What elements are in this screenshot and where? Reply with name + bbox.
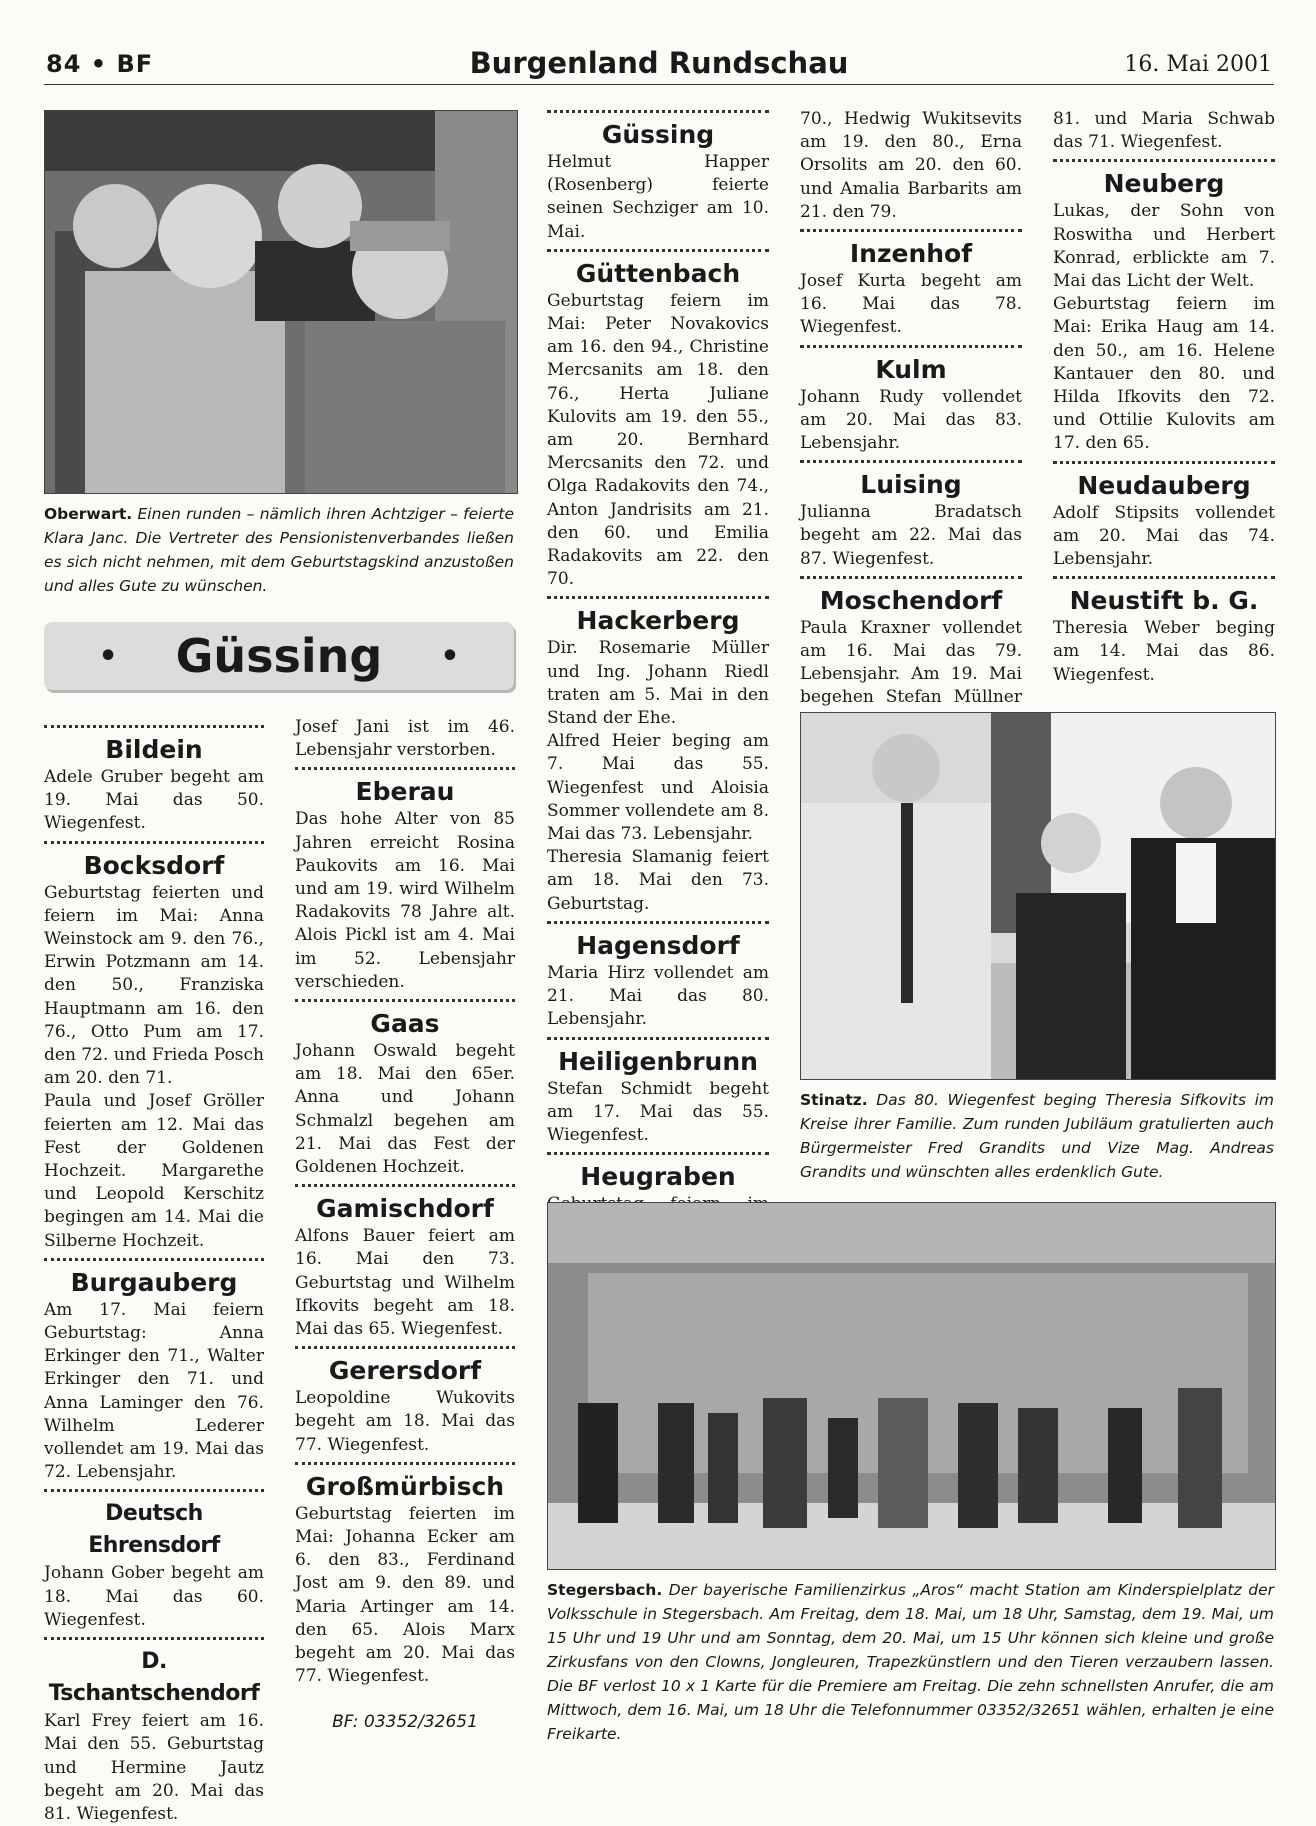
entry-heiligenbrunn [547,1037,769,1148]
entry-text: Adolf Stipsits vollendet am 20. Mai das 74. Lebensjahr. [1053,502,1275,570]
entry-gamischdorf [295,1184,515,1341]
entry-text: Dir. Rosemarie Müller und Ing. Johann Riedl traten am 5. Mai in den Stand der Ehe. [547,638,769,729]
entry-text: Adele Gruber begeht am 19. Mai das 50. Wiegenfest. [44,767,264,834]
entry-heading: Gaas [370,1009,440,1039]
entry-gerersdorf [295,1346,515,1457]
entry-bildein [44,725,264,836]
dotted-separator [44,1637,264,1640]
entry-heading: Bocksdorf [83,850,225,880]
dotted-separator [1053,159,1275,162]
dotted-separator [547,1152,769,1155]
entry-moschendorf [800,576,1022,733]
dotted-separator [44,841,264,844]
dotted-separator [295,1462,515,1465]
entry-heading: Heiligenbrunn [558,1046,758,1076]
entry-text: Leopoldine Wukovits begeht am 18. Mai das 77. Wiegenfest. [295,1388,515,1455]
entry-text: Geburtstag feiern im Mai: Peter Novakovics am 16. den 94., Christine Mercsanits am 18. den 76., Herta Juliane Kulovits am 19. den 55., am 20. Bernhard Mercsanits den 72. und Olga Radakovits den 74., Anton Jandrisits am 21. den 60. und Emilia Radakovits am 22. den 70. [547,290,769,590]
entry-heading: Gamischdorf [316,1194,494,1224]
entry-guessing [547,110,769,244]
entry-text: Das hohe Alter von 85 Jahren erreicht Rosina Paukovits am 16. Mai und am 19. wird Wilhelm Radakovits 78 Jahre alt. Alois Pickl ist am 4. Mai im 52. Lebensjahr verschieden. [295,809,515,992]
entry-heading: Güssing [601,120,715,149]
entry-bocksdorf [44,841,264,1253]
caption-place: Stegersbach. [547,1581,663,1599]
entry-neustift [1053,576,1275,687]
entry-inzenhof [800,229,1022,340]
entry-grossmuerbisch [295,1462,515,1689]
column-4 [800,108,1022,733]
entry-kulm [800,345,1022,456]
entry-text-continued: 81. und Maria Schwab das 71. Wiegenfest. [1053,109,1275,153]
entry-text: Maria Hirz vollendet am 21. Mai das 80. Lebensjahr. [547,962,769,1030]
dotted-separator [547,110,769,113]
entry-text: Paula Kraxner vollendet am 16. Mai das 79. Lebensjahr. Am 19. Mai begehen Stefan Müllner [800,617,1022,708]
entry-text: Geburtstag feierten im Mai: Johanna Ecker am 6. den 83., Ferdinand Jost am 9. den 89. und Maria Artinger am 14. den 65. Alois Marx begeht am 20. Mai das 77. Wiegenfest. [295,1503,515,1687]
dotted-separator [800,345,1022,348]
contact-phone: BF: 03352/32651 [332,1711,478,1732]
entry-text: Alfons Bauer feiert am 16. Mai den 73. Geburtstag und Wilhelm Ifkovits begeht am 18. Mai das 65. Wiegenfest. [295,1226,515,1340]
entry-heading: D. Tschantschendorf [48,1649,260,1707]
caption-place: Oberwart. [44,505,133,523]
dotted-separator [295,767,515,770]
dotted-separator [44,1489,264,1492]
entry-text: Helmut Happer (Rosenberg) feierte seinen Sechziger am 10. Mai. [547,152,769,242]
section-banner [44,622,514,690]
dotted-separator [1053,461,1275,464]
issue-date: 16. Mai 2001 [1124,52,1272,77]
entry-burgauberg [44,1258,264,1485]
section-title: Güssing [175,629,383,683]
column-2 [295,716,515,1734]
entry-guettenbach [547,249,769,592]
bullet-icon: • [440,638,460,674]
masthead [44,44,1274,85]
caption-text: Einen runden – nämlich ihren Achtziger – feierte Klara Janc. Die Vertreter des Pensionistenverbandes ließen es sich nicht nehmen, mit dem Geburtstagskind anzustoßen und alles Gute zu wünschen. [44,505,514,595]
entry-text: Geburtstag feiern im Mai: Erika Haug am 14. den 50., am 16. Helene Kantauer den 80. und Hilda Ifkovits den 72. und Ottilie Kulovits am 17. den 65. [1053,294,1275,454]
entry-text: Theresia Weber beging am 14. Mai das 86. Wiegenfest. [1053,618,1275,685]
entry-heading: Bildein [105,735,203,764]
entry-text: Karl Frey feiert am 16. Mai den 55. Geburtstag und Hermine Jautz begeht am 20. Mai das 81. Wiegenfest. [44,1711,264,1824]
entry-text: Johann Gober begeht am 18. Mai das 60. Wiegenfest. [44,1563,264,1630]
entry-heading: Heugraben [580,1162,736,1192]
column-5 [1053,108,1275,687]
photo-oberwart [44,110,518,494]
entry-text-continued: Josef Jani ist im 46. Lebensjahr verstorben. [295,717,515,761]
dotted-separator [295,1184,515,1187]
entry-heading: Eberau [355,777,455,807]
column-3 [547,108,769,1263]
entry-heading: Luising [860,470,962,500]
entry-heading: Neuberg [1103,169,1225,199]
entry-heading: Moschendorf [819,585,1003,615]
dotted-separator [800,229,1022,232]
entry-eberau [295,767,515,994]
page-number: 84 • BF [46,50,154,78]
dotted-separator [547,1037,769,1040]
entry-gaas [295,999,515,1179]
dotted-separator [1053,576,1275,579]
entry-text: Julianna Bradatsch begeht am 22. Mai das 87. Wiegenfest. [800,502,1022,569]
entry-d-tschantschendorf [44,1637,264,1826]
entry-text: Johann Oswald begeht am 18. Mai den 65er. Anna und Johann Schmalzl begehen am 21. Mai das Fest der Goldenen Hochzeit. [295,1041,515,1178]
entry-hagensdorf [547,921,769,1032]
entry-heading: Hagensdorf [576,930,740,960]
entry-text: Paula und Josef Gröller feierten am 12. Mai das Fest der Goldenen Hochzeit. Margarethe und Leopold Kerschitz begingen am 14. Mai die Silberne Hochzeit. [44,1091,264,1251]
dotted-separator [547,596,769,599]
entry-text: Alfred Heier beging am 7. Mai das 55. Wiegenfest und Aloisia Sommer vollendete am 8. Mai das 73. Lebensjahr. [547,731,769,845]
caption-text: Das 80. Wiegenfest beging Theresia Sifkovits im Kreise ihrer Familie. Zum runden Jubiläum gratulierten auch Bürgermeister Fred Grandits und Vize Mag. Andreas Grandits und wünschten alles erdenklich Gute. [800,1091,1274,1181]
entry-text: Stefan Schmidt begeht am 17. Mai das 55. Wiegenfest. [547,1078,769,1145]
dotted-separator [44,725,264,728]
entry-heading: Burgauberg [70,1267,238,1297]
dotted-separator [44,1258,264,1261]
entry-heading: Inzenhof [849,239,973,269]
caption-text: Der bayerische Familienzirkus „Aros“ macht Station am Kinderspielplatz der Volksschule in Stegersbach. Am Freitag, dem 18. Mai, um 18 Uhr, Samstag, dem 19. Mai, um 15 Uhr und 19 Uhr und am Sonntag, dem 20. Mai, um 15 Uhr können sich kleine und große Zirkusfans von den Clowns, Jongleuren, Trapezkünstlern und den Tieren verzaubern lassen. Die BF verlost 10 x 1 Karte für die Premiere am Freitag. Die zehn schnellsten Anrufer, die am Mittwoch, dem 16. Mai, um 18 Uhr die Telefonnummer 03352/32651 wählen, erhalten je eine Freikarte. [547,1581,1274,1743]
caption-place: Stinatz. [800,1091,868,1109]
entry-text: Johann Rudy vollendet am 20. Mai das 83. Lebensjahr. [800,386,1022,454]
entry-text: Theresia Slamanig feiert am 18. Mai den 73. Geburtstag. [547,847,769,914]
dotted-separator [800,576,1022,579]
entry-heading: Neudauberg [1077,470,1251,500]
photo-stinatz [800,712,1276,1080]
dotted-separator [547,921,769,924]
caption-stinatz [800,1088,1274,1184]
entry-heading: Güttenbach [575,258,741,288]
entry-deutsch-ehrensdorf [44,1489,264,1632]
caption-oberwart [44,502,514,598]
entry-heading: Hackerberg [576,606,740,636]
newspaper-title: Burgenland Rundschau [469,46,849,80]
photo-stegersbach [547,1202,1276,1570]
entry-heading: Neustift b. G. [1069,586,1259,616]
entry-heading: Gerersdorf [328,1356,482,1386]
entry-text: Am 17. Mai feiern Geburtstag: Anna Erkinger den 71., Walter Erkinger den 71. und Anna Laminger den 76. Wilhelm Lederer vollendet am 19. Mai das 72. Lebensjahr. [44,1299,264,1483]
entry-neuberg [1053,159,1275,455]
entry-heading: Großmürbisch [305,1471,505,1501]
entry-text: Josef Kurta begeht am 16. Mai das 78. Wiegenfest. [800,271,1022,338]
entry-hackerberg [547,596,769,915]
entry-heading: Deutsch Ehrensdorf [88,1501,220,1559]
dotted-separator [295,1346,515,1349]
entry-neudauberg [1053,461,1275,572]
dotted-separator [547,249,769,252]
entry-luising [800,460,1022,571]
entry-heading: Kulm [875,354,947,384]
dotted-separator [295,999,515,1002]
dotted-separator [800,460,1022,463]
entry-text: Lukas, der Sohn von Roswitha und Herbert Konrad, erblickte am 7. Mai das Licht der Welt. [1053,201,1275,292]
entry-text-continued: 70., Hedwig Wukitsevits am 19. den 80., Erna Orsolits am 20. den 60. und Amalia Barbarits am 21. den 79. [800,109,1022,222]
column-1 [44,720,264,1826]
bullet-icon: • [98,638,118,674]
entry-text: Geburtstag feierten und feiern im Mai: Anna Weinstock am 9. den 76., Erwin Potzmann am 14. den 50., Franziska Hauptmann am 16. den 76., Otto Pum am 17. den 72. und Frieda Posch am 20. den 71. [44,882,264,1089]
caption-stegersbach [547,1578,1274,1746]
